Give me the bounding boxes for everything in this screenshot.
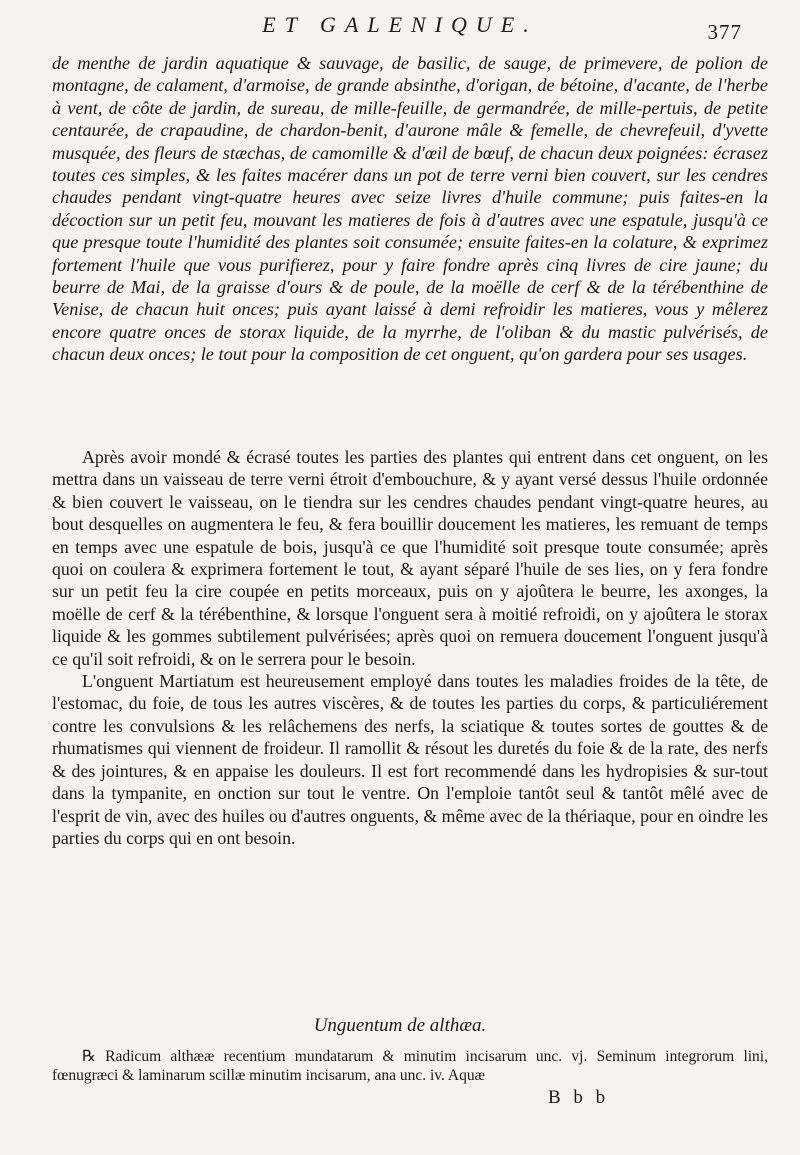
paragraph-usage: L'onguent Martiatum est heureusement employé dans toutes les maladies froides de la tête, de l'estomac, du foie, de tous les autres viscères, & de toutes les parties du corps, & particuliérement contre les convulsions & les relâchemens des nerfs, la sciatique & toutes sortes de gouttes & de rhumatismes qui viennent de froideur. Il ramollit & résout les duretés du foie & de la rate, des nerfs & des jointures, & en appaise les douleurs. Il est fort recommendé dans les hydropisies & sur-tout dans la tympanite, en onction sur tout le ventre. On l'emploie tantôt seul & tantôt mêlé avec de l'esprit de vin, avec des huiles ou d'autres onguents, & même avec de la thériaque, pour en oindre les parties du corps qui en ont besoin.: [52, 671, 768, 848]
formula-text: ℞ Radicum althææ recentium mundatarum & minutim incisarum unc. vj. Seminum integrorum lini, fœnugræci & laminarum scillæ minutim incisarum, ana unc. iv. Aquæ: [52, 1048, 768, 1084]
formula-block: [52, 1048, 768, 1085]
page-number: 377: [707, 20, 742, 44]
paragraph-preparation: Après avoir mondé & écrasé toutes les parties des plantes qui entrent dans cet onguent, on les mettra dans un vaisseau de terre verni étroit d'embouchure, & y ayant versé dessus l'huile ordonnée & bien couvert le vaisseau, on le tiendra sur les cendres chaudes pendant vingt-quatre heures, au bout desquelles on augmentera le feu, & fera bouillir doucement les matieres, les remuant de temps en temps avec une espatule de bois, jusqu'à ce que l'humidité soit presque toute consumée; après quoi on coulera & exprimera fortement le tout, & ayant séparé l'huile de ses lies, on y fera fondre sur un petit feu la cire coupée en petits morceaux, puis on y ajoûtera le beurre, les axonges, la moëlle de cerf & la térébenthine, & lorsque l'onguent sera à moitié refroidi, on y ajoûtera le storax liquide & les gommes subtilement pulvérisées; après quoi on remuera doucement l'onguent jusqu'à ce qu'il soit refroidi, & on le serrera pour le besoin.: [52, 447, 768, 669]
running-head: ET GALENIQUE.: [262, 12, 538, 37]
recipe-continuation-text: de menthe de jardin aquatique & sauvage, de basilic, de sauge, de primevere, de polion de montagne, de calament, d'armoise, de grande absinthe, d'origan, de bétoine, d'acante, de l'herbe à vent, de côte de jardin, de sureau, de mille-feuille, de germandrée, de mille-pertuis, de petite centaurée, de crapaudine, de chardon-benit, d'aurone mâle & femelle, de chevrefeuil, d'yvette musquée, des fleurs de stæchas, de camomille & d'œil de bœuf, de chacun deux poignées: écrasez toutes ces simples, & les faites macérer dans un pot de terre verni bien couvert, sur les cendres chaudes pendant vingt-quatre heures avec seize livres d'huile commune; puis faites-en la décoction sur un petit feu, mouvant les matieres de fois à d'autres avec une espatule, jusqu'à ce que presque toute l'humidité des plantes soit consumée; ensuite faites-en la colature, & exprimez fortement l'huile que vous purifierez, pour y faire fondre après cinq livres de cire jaune; du beurre de Mai, de la graisse d'ours & de poule, de la moëlle de cerf & de la térébenthine de Venise, de chacun huit onces; puis ayant laissé à demi refroidir les matieres, vous y mêlerez encore quatre onces de storax liquide, de la myrrhe, de l'oliban & du mastic pulvérisés, de chacun deux onces; le tout pour la composition de cet onguent, qu'on gardera pour ses usages.: [52, 53, 768, 365]
commentary-block: [52, 446, 768, 849]
recipe-continuation-block: [52, 52, 768, 366]
signature-mark: B b b: [548, 1087, 610, 1108]
section-title: Unguentum de althæa.: [313, 1015, 487, 1036]
